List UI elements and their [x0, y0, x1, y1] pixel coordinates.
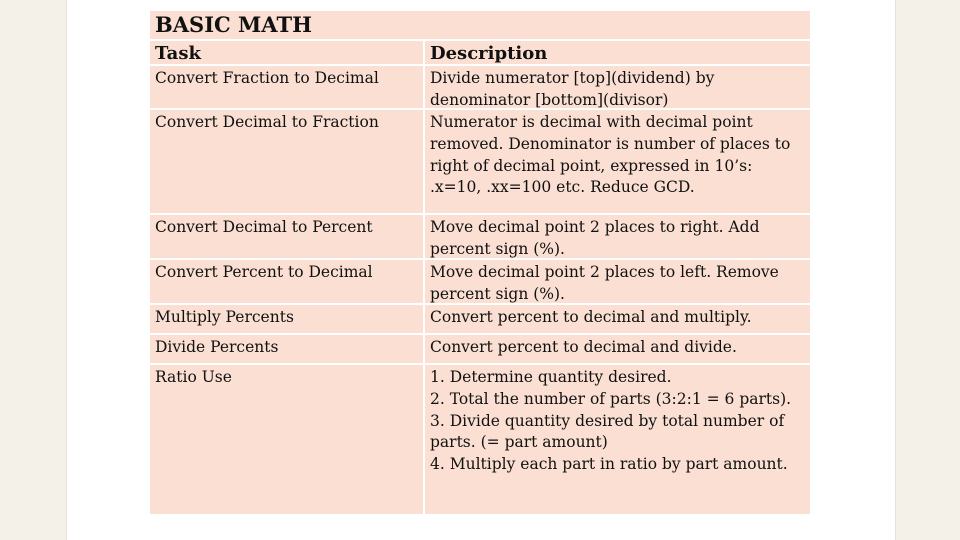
table-row — [150, 335, 810, 363]
table-row — [150, 66, 810, 108]
table-row — [150, 365, 810, 514]
description-cell: Convert percent to decimal and multiply. — [425, 305, 810, 333]
basic-math-table — [150, 11, 810, 514]
description-cell: Divide numerator [top](dividend) by denominator [bottom](divisor) — [425, 66, 810, 108]
task-cell: Multiply Percents — [150, 305, 423, 333]
task-cell: Convert Decimal to Percent — [150, 215, 423, 258]
table-title: BASIC MATH — [150, 11, 810, 39]
table-row — [150, 110, 810, 213]
table-row — [150, 215, 810, 258]
description-cell: Move decimal point 2 places to left. Remove percent sign (%). — [425, 260, 810, 303]
description-cell: Convert percent to decimal and divide. — [425, 335, 810, 363]
table-row — [150, 305, 810, 333]
header-row — [150, 41, 810, 64]
task-cell: Convert Fraction to Decimal — [150, 66, 423, 108]
description-cell: 1. Determine quantity desired. 2. Total the number of parts (3:2:1 = 6 parts). 3. Divide quantity desired by total number of parts. (= part amount) 4. Multiply each part in ratio by part amount. — [425, 365, 810, 514]
header-description: Description — [425, 41, 810, 64]
task-cell: Convert Percent to Decimal — [150, 260, 423, 303]
title-row — [150, 11, 810, 39]
description-cell: Move decimal point 2 places to right. Add percent sign (%). — [425, 215, 810, 258]
table-row — [150, 260, 810, 303]
task-cell: Divide Percents — [150, 335, 423, 363]
task-cell: Ratio Use — [150, 365, 423, 514]
description-cell: Numerator is decimal with decimal point removed. Denominator is number of places to right of decimal point, expressed in 10’s: .x=10, .xx=100 etc. Reduce GCD. — [425, 110, 810, 213]
header-task: Task — [150, 41, 423, 64]
task-cell: Convert Decimal to Fraction — [150, 110, 423, 213]
